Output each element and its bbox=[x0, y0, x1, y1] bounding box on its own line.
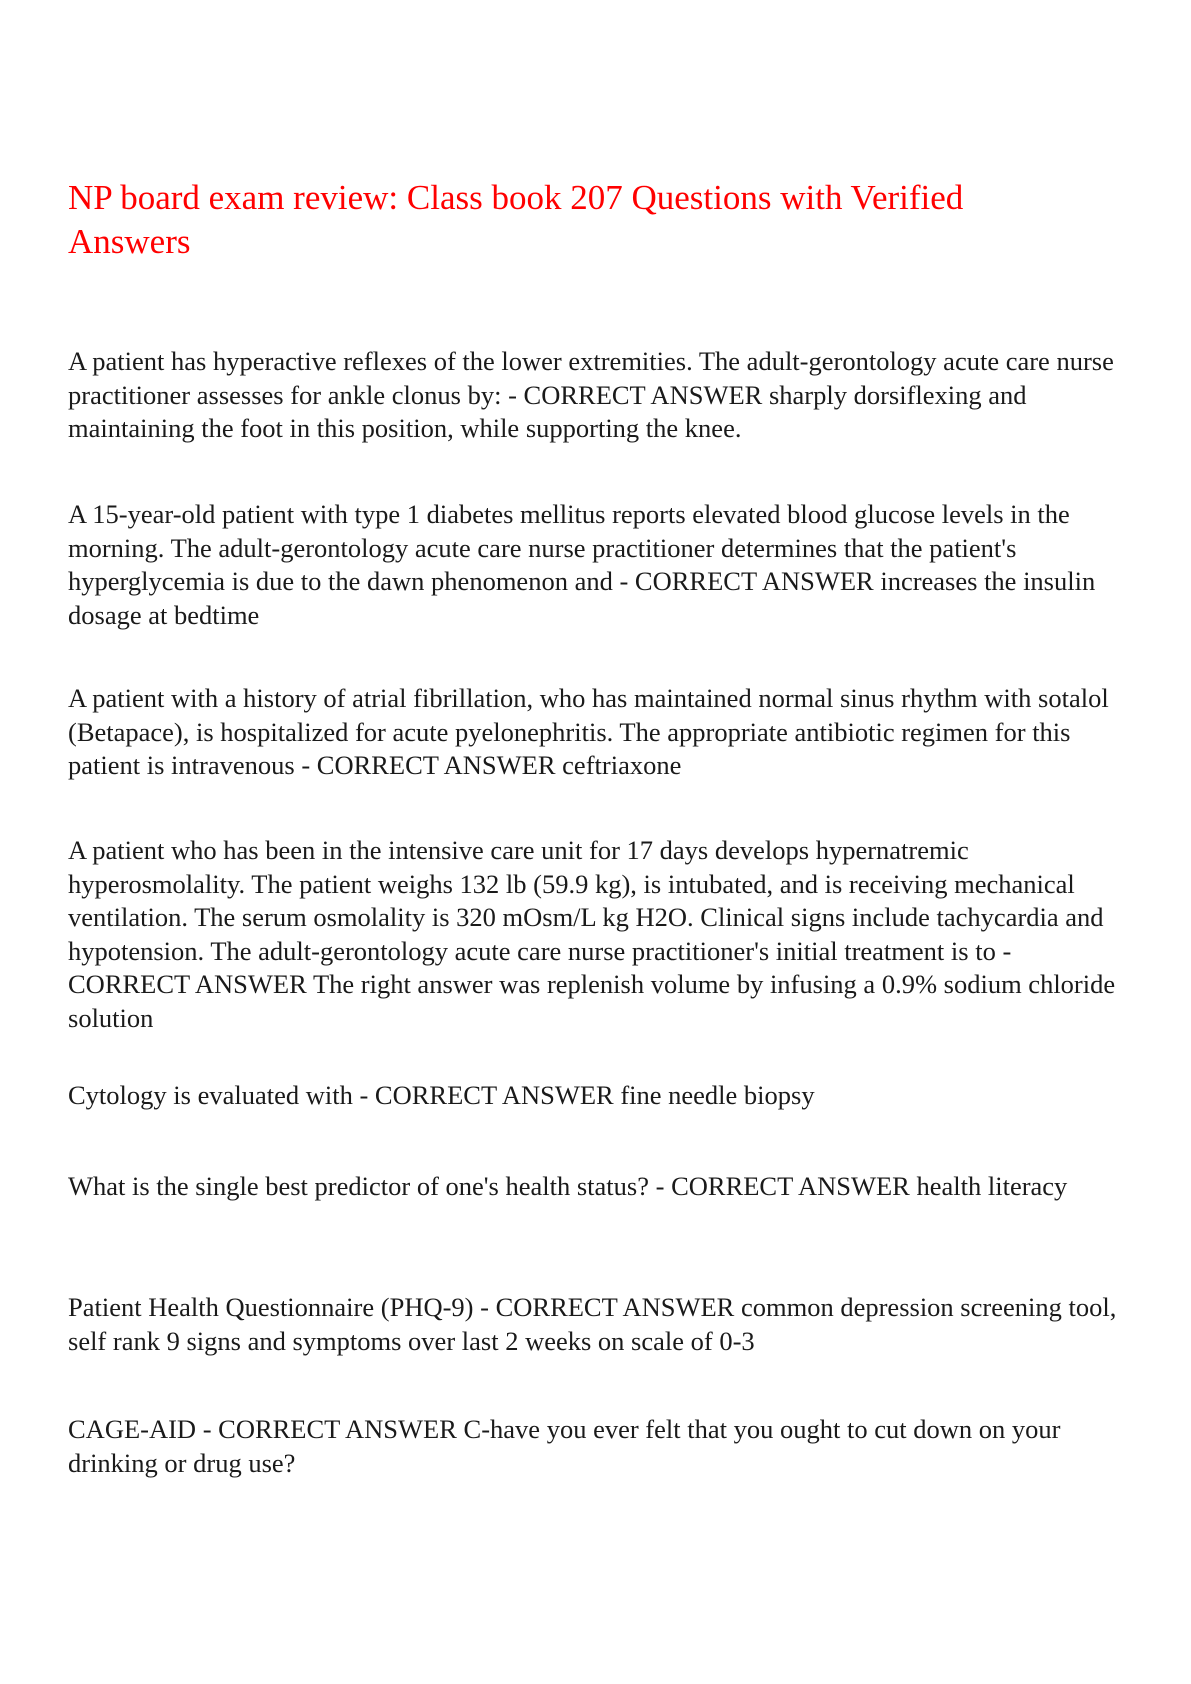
question-text: A 15-year-old patient with type 1 diabetes mellitus reports elevated blood glucose levels in the morning. The adult-gerontology acute care nurse practitioner determines that the patient's hyperglycemia is due to the dawn phenomenon and bbox=[68, 499, 1070, 596]
qa-item bbox=[68, 1079, 1130, 1113]
answer-separator: - CORRECT ANSWER bbox=[473, 1292, 741, 1322]
answer-separator: - CORRECT ANSWER bbox=[649, 1171, 917, 1201]
answer-text: The right answer was replenish volume by infusing a 0.9% sodium chloride solution bbox=[68, 969, 1116, 1033]
qa-item bbox=[68, 1413, 1130, 1480]
question-text: What is the single best predictor of one's health status? bbox=[68, 1171, 649, 1201]
qa-item bbox=[68, 834, 1130, 1035]
question-text: A patient has hyperactive reflexes of the lower extremities. The adult-gerontology acute care nurse practitioner assesses for ankle clonus by: bbox=[68, 346, 1114, 410]
question-text: Patient Health Questionnaire (PHQ-9) bbox=[68, 1292, 474, 1322]
answer-separator: - CORRECT ANSWER bbox=[501, 379, 769, 410]
question-text: CAGE-AID bbox=[68, 1414, 197, 1444]
qa-item bbox=[68, 498, 1130, 632]
qa-item bbox=[68, 1291, 1130, 1358]
answer-text: ceftriaxone bbox=[562, 750, 682, 780]
answer-text: health literacy bbox=[916, 1171, 1068, 1201]
answer-separator: - CORRECT ANSWER bbox=[68, 935, 1012, 999]
answer-text: fine needle biopsy bbox=[620, 1080, 815, 1110]
answer-separator: - CORRECT ANSWER bbox=[294, 750, 563, 780]
answer-text: increases the insulin dosage at bedtime bbox=[68, 566, 1096, 630]
answer-separator: - CORRECT ANSWER bbox=[196, 1414, 464, 1444]
answer-text: common depression screening tool, self rank 9 signs and symptoms over last 2 weeks on scale of 0-3 bbox=[68, 1292, 1117, 1356]
qa-item bbox=[68, 1170, 1130, 1204]
answer-text: sharply dorsiflexing and maintaining the foot in this position, while supporting the knee. bbox=[68, 379, 1027, 443]
qa-item bbox=[68, 682, 1130, 783]
question-text: A patient who has been in the intensive care unit for 17 days develops hypernatremic hyperosmolality. The patient weighs 132 lb (59.9 kg), is intubated, and is receiving mechanical ventilation. The serum osmolality is 320 mOsm/L kg H2O. Clinical signs include tachycardia and hypotension. The adult-gerontology acute care nurse practitioner's initial treatment is to bbox=[68, 835, 1104, 966]
qa-item bbox=[68, 345, 1130, 446]
document-title: NP board exam review: Class book 207 Questions with Verified Answers bbox=[68, 178, 964, 261]
answer-separator: - CORRECT ANSWER bbox=[352, 1080, 621, 1110]
question-text: A patient with a history of atrial fibrillation, who has maintained normal sinus rhythm with sotalol (Betapace), is hospitalized for acute pyelonephritis. The appropriate antibiotic regimen for this patient is intravenous bbox=[68, 683, 1109, 780]
answer-separator: - CORRECT ANSWER bbox=[612, 566, 881, 596]
answer-text: C-have you ever felt that you ought to cut down on your drinking or drug use? bbox=[68, 1414, 1061, 1478]
question-text: Cytology is evaluated with bbox=[68, 1080, 353, 1110]
